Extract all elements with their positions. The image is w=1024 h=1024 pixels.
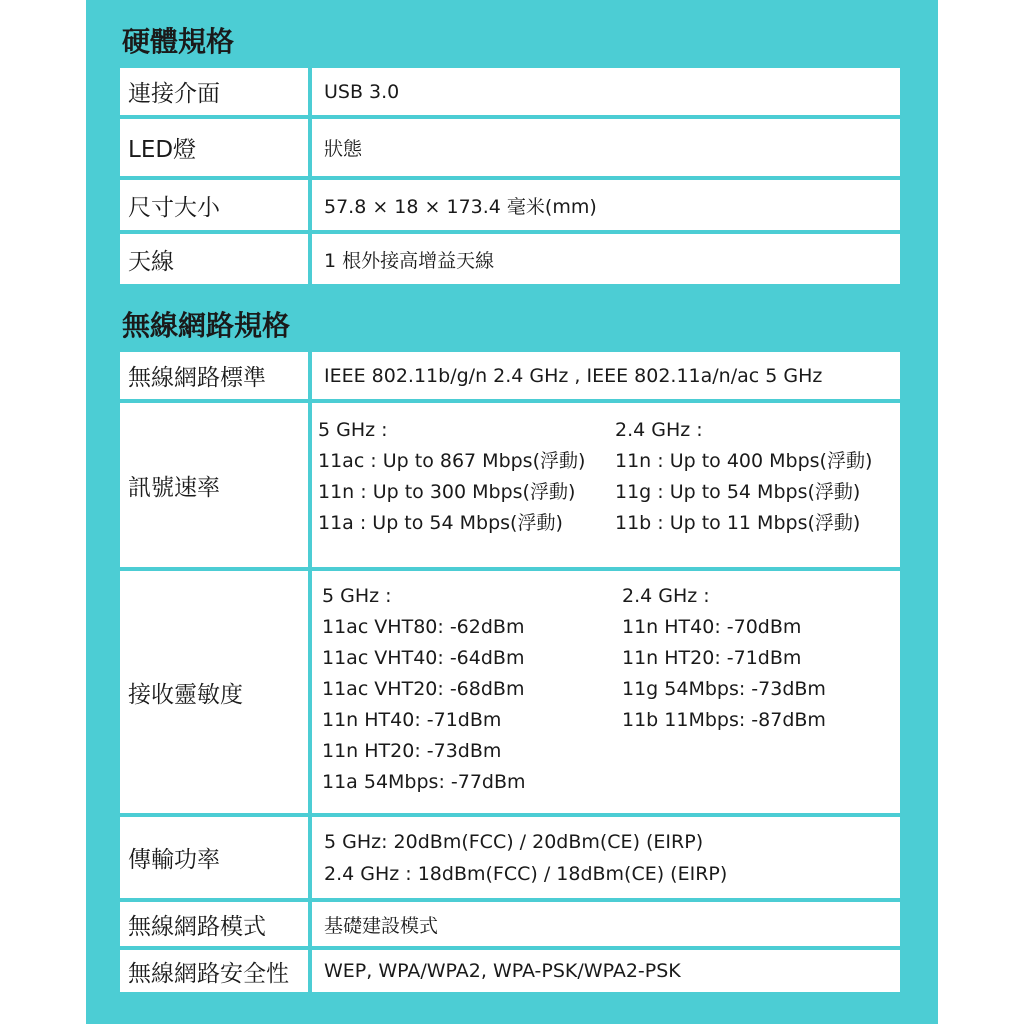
power-line: 2.4 GHz : 18dBm(FCC) / 18dBm(CE) (EIRP) — [324, 862, 728, 885]
spec-row-interface — [120, 68, 900, 115]
sensitivity-line: 11n HT40: -71dBm — [322, 709, 502, 731]
spec-value: IEEE 802.11b/g/n 2.4 GHz , IEEE 802.11a/n/ac 5 GHz — [312, 352, 900, 399]
sensitivity-line: 11n HT20: -71dBm — [622, 647, 802, 669]
rate-line: 2.4 GHz : — [615, 419, 703, 441]
sensitivity-line: 11g 54Mbps: -73dBm — [622, 678, 826, 700]
sensitivity-line: 11b 11Mbps: -87dBm — [622, 709, 826, 731]
spec-row-antenna — [120, 234, 900, 284]
rate-24ghz-column — [615, 415, 872, 539]
rate-line: 11n : Up to 400 Mbps(浮動) — [615, 450, 873, 472]
spec-label: 訊號速率 — [120, 403, 308, 567]
sensitivity-line: 11ac VHT20: -68dBm — [322, 678, 525, 700]
spec-label: 天線 — [120, 234, 308, 284]
sensitivity-5ghz-column — [322, 581, 526, 798]
spec-row-led — [120, 119, 900, 176]
spec-label: 連接介面 — [120, 68, 308, 115]
spec-value: 基礎建設模式 — [312, 902, 900, 946]
spec-value: WEP, WPA/WPA2, WPA-PSK/WPA2-PSK — [312, 950, 900, 992]
sensitivity-line: 11ac VHT40: -64dBm — [322, 647, 525, 669]
spec-label: 無線網路標準 — [120, 352, 308, 399]
power-line: 5 GHz: 20dBm(FCC) / 20dBm(CE) (EIRP) — [324, 830, 704, 853]
spec-label: 無線網路模式 — [120, 902, 308, 946]
spec-label: 無線網路安全性 — [120, 950, 308, 992]
spec-value: USB 3.0 — [312, 68, 900, 115]
spec-label: 傳輸功率 — [120, 817, 308, 898]
rate-line: 11b : Up to 11 Mbps(浮動) — [615, 512, 861, 534]
rate-line: 11g : Up to 54 Mbps(浮動) — [615, 481, 861, 503]
spec-value: 57.8 × 18 × 173.4 毫米(mm) — [312, 180, 900, 230]
sensitivity-line: 2.4 GHz : — [622, 585, 710, 607]
wireless-title: 無線網路規格 — [122, 309, 291, 342]
sensitivity-line: 11ac VHT80: -62dBm — [322, 616, 525, 638]
spec-row-signal-rate — [120, 403, 900, 567]
rate-line: 11a : Up to 54 Mbps(浮動) — [318, 512, 563, 534]
hardware-title: 硬體規格 — [122, 25, 235, 58]
spec-row-security — [120, 950, 900, 992]
sensitivity-line: 5 GHz : — [322, 585, 392, 607]
spec-value — [312, 403, 900, 567]
rate-line: 11n : Up to 300 Mbps(浮動) — [318, 481, 576, 503]
sensitivity-line: 11a 54Mbps: -77dBm — [322, 771, 526, 793]
spec-label: 接收靈敏度 — [120, 571, 308, 813]
spec-row-sensitivity — [120, 571, 900, 813]
spec-row-standard — [120, 352, 900, 399]
spec-value — [312, 817, 900, 898]
sensitivity-line: 11n HT40: -70dBm — [622, 616, 802, 638]
spec-value — [312, 571, 900, 813]
spec-label: LED燈 — [120, 119, 308, 176]
sensitivity-line: 11n HT20: -73dBm — [322, 740, 502, 762]
spec-value: 1 根外接高增益天線 — [312, 234, 900, 284]
rate-5ghz-column — [318, 415, 585, 539]
spec-row-size — [120, 180, 900, 230]
rate-line: 5 GHz : — [318, 419, 388, 441]
spec-label: 尺寸大小 — [120, 180, 308, 230]
spec-value: 狀態 — [312, 119, 900, 176]
spec-row-tx-power — [120, 817, 900, 898]
sensitivity-24ghz-column — [622, 581, 826, 736]
rate-line: 11ac : Up to 867 Mbps(浮動) — [318, 450, 586, 472]
spec-row-mode — [120, 902, 900, 946]
